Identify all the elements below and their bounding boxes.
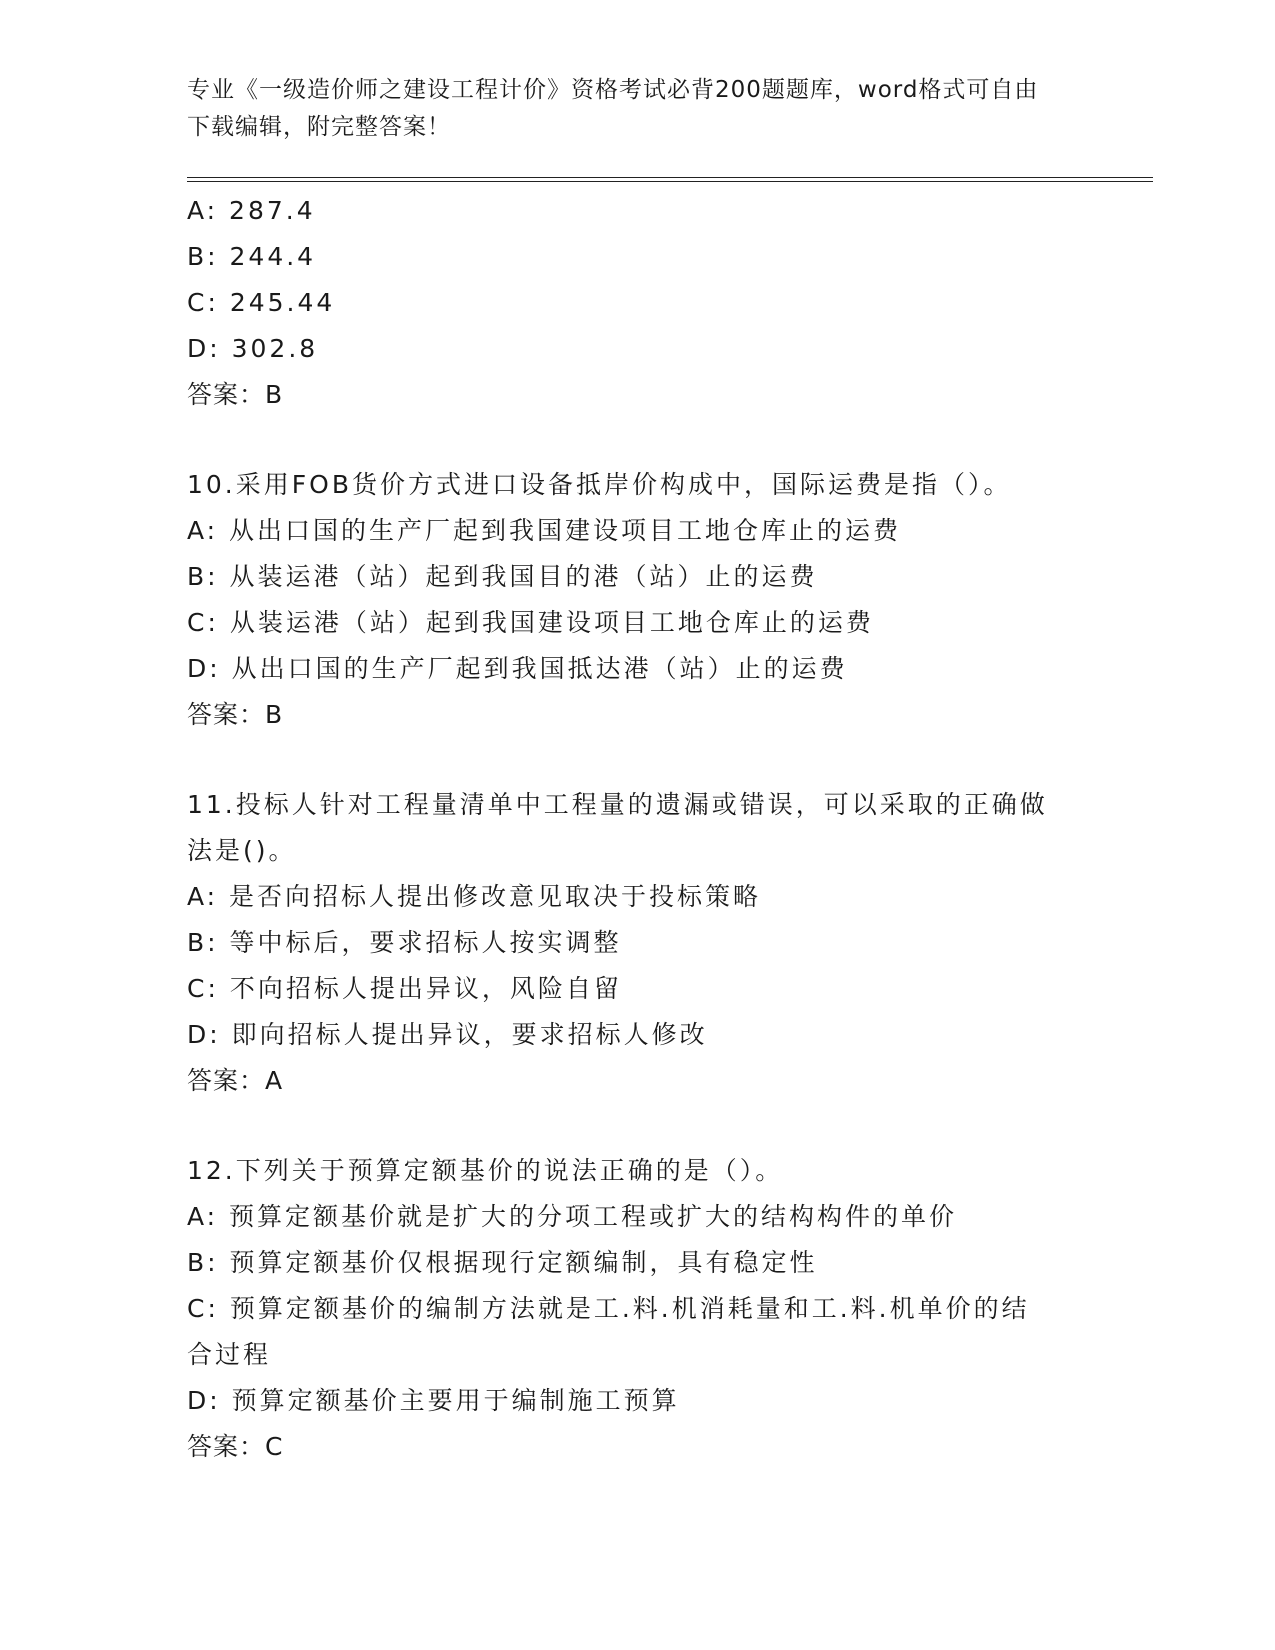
document-header xyxy=(187,72,1067,146)
question-list xyxy=(187,188,1087,1470)
option-c: C: 245.44 xyxy=(187,288,336,317)
answer: 答案：B xyxy=(187,380,284,409)
option-c: C: 从装运港（站）起到我国建设项目工地仓库止的运费 xyxy=(187,608,874,637)
answer: 答案：C xyxy=(187,1432,284,1461)
question-10 xyxy=(187,462,1087,738)
option-a: A: 预算定额基价就是扩大的分项工程或扩大的结构构件的单价 xyxy=(187,1202,958,1231)
question-text-line-1: 11.投标人针对工程量清单中工程量的遗漏或错误，可以采取的正确做 xyxy=(187,790,1048,819)
option-d: D: 预算定额基价主要用于编制施工预算 xyxy=(187,1386,680,1415)
answer: 答案：B xyxy=(187,700,284,729)
question-9 xyxy=(187,188,1087,418)
option-b: B: 等中标后，要求招标人按实调整 xyxy=(187,928,622,957)
option-b: B: 244.4 xyxy=(187,242,317,271)
option-b: B: 预算定额基价仅根据现行定额编制，具有稳定性 xyxy=(187,1248,818,1277)
question-12 xyxy=(187,1148,1087,1470)
option-d: D: 即向招标人提出异议，要求招标人修改 xyxy=(187,1020,708,1049)
answer: 答案：A xyxy=(187,1066,284,1095)
option-c-line-1: C: 预算定额基价的编制方法就是工.料.机消耗量和工.料.机单价的结 xyxy=(187,1294,1030,1323)
option-b: B: 从装运港（站）起到我国目的港（站）止的运费 xyxy=(187,562,818,591)
option-d: D: 从出口国的生产厂起到我国抵达港（站）止的运费 xyxy=(187,654,848,683)
header-line-2: 下载编辑，附完整答案！ xyxy=(187,114,451,140)
header-line-1: 专业《一级造价师之建设工程计价》资格考试必背200题题库，word格式可自由 xyxy=(187,77,1039,103)
option-c-line-2: 合过程 xyxy=(187,1340,272,1369)
option-a: A: 是否向招标人提出修改意见取决于投标策略 xyxy=(187,882,762,911)
question-text-line-2: 法是()。 xyxy=(187,836,297,865)
question-text: 10.采用FOB货价方式进口设备抵岸价构成中，国际运费是指（）。 xyxy=(187,470,1012,499)
question-11 xyxy=(187,782,1087,1104)
option-a: A: 287.4 xyxy=(187,196,316,225)
question-text: 12.下列关于预算定额基价的说法正确的是（）。 xyxy=(187,1156,784,1185)
option-d: D: 302.8 xyxy=(187,334,319,363)
option-a: A: 从出口国的生产厂起到我国建设项目工地仓库止的运费 xyxy=(187,516,902,545)
option-c: C: 不向招标人提出异议，风险自留 xyxy=(187,974,622,1003)
header-divider xyxy=(187,177,1153,182)
